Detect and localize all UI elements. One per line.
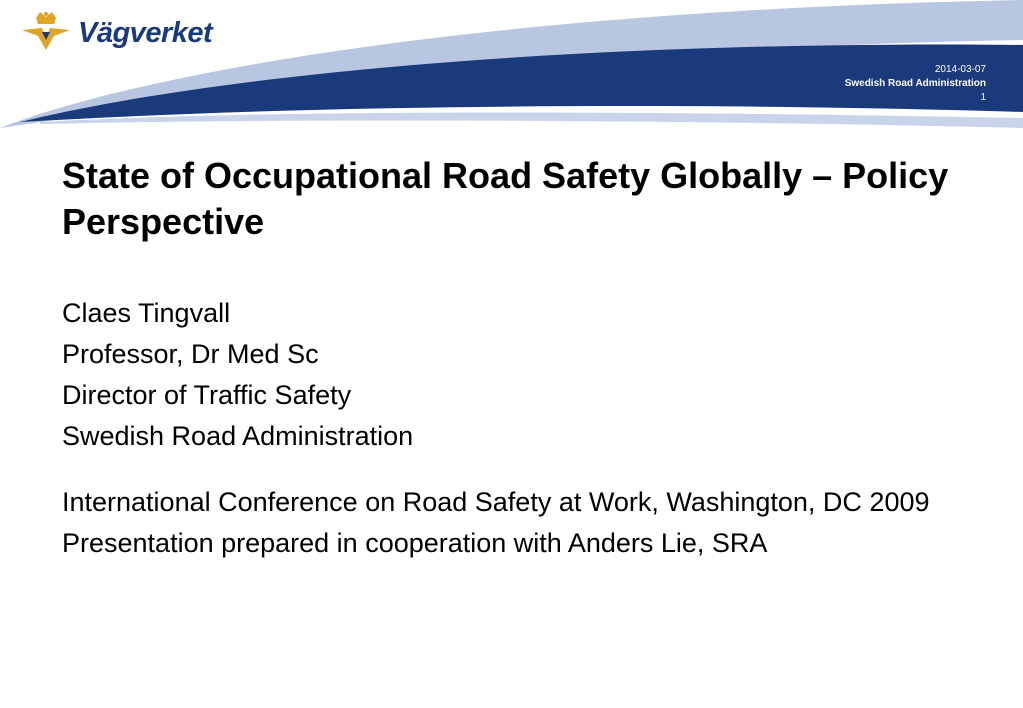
slide-organization: Swedish Road Administration	[844, 78, 986, 89]
author-name: Claes Tingvall	[62, 298, 231, 328]
author-role: Director of Traffic Safety	[62, 380, 352, 410]
swoosh-light-bottom	[40, 113, 1023, 129]
conference-name: International Conference on Road Safety at Work, Washington, DC 2009	[62, 487, 930, 517]
slide-page-number: 1	[980, 92, 986, 103]
brand-name: Vägverket	[78, 16, 213, 49]
slide-date: 2014-03-07	[934, 64, 986, 75]
author-organization: Swedish Road Administration	[62, 421, 414, 451]
slide-title: State of Occupational Road Safety Globally – Policy Perspective	[62, 155, 949, 242]
slide-body	[62, 297, 992, 568]
conference-block	[62, 486, 992, 559]
vagverket-logo	[20, 10, 212, 56]
crown-wings-icon	[20, 10, 72, 56]
author-title: Professor, Dr Med Sc	[62, 339, 319, 369]
presentation-note: Presentation prepared in cooperation with Anders Lie, SRA	[62, 528, 768, 558]
author-block	[62, 297, 992, 452]
slide-meta	[845, 63, 986, 105]
